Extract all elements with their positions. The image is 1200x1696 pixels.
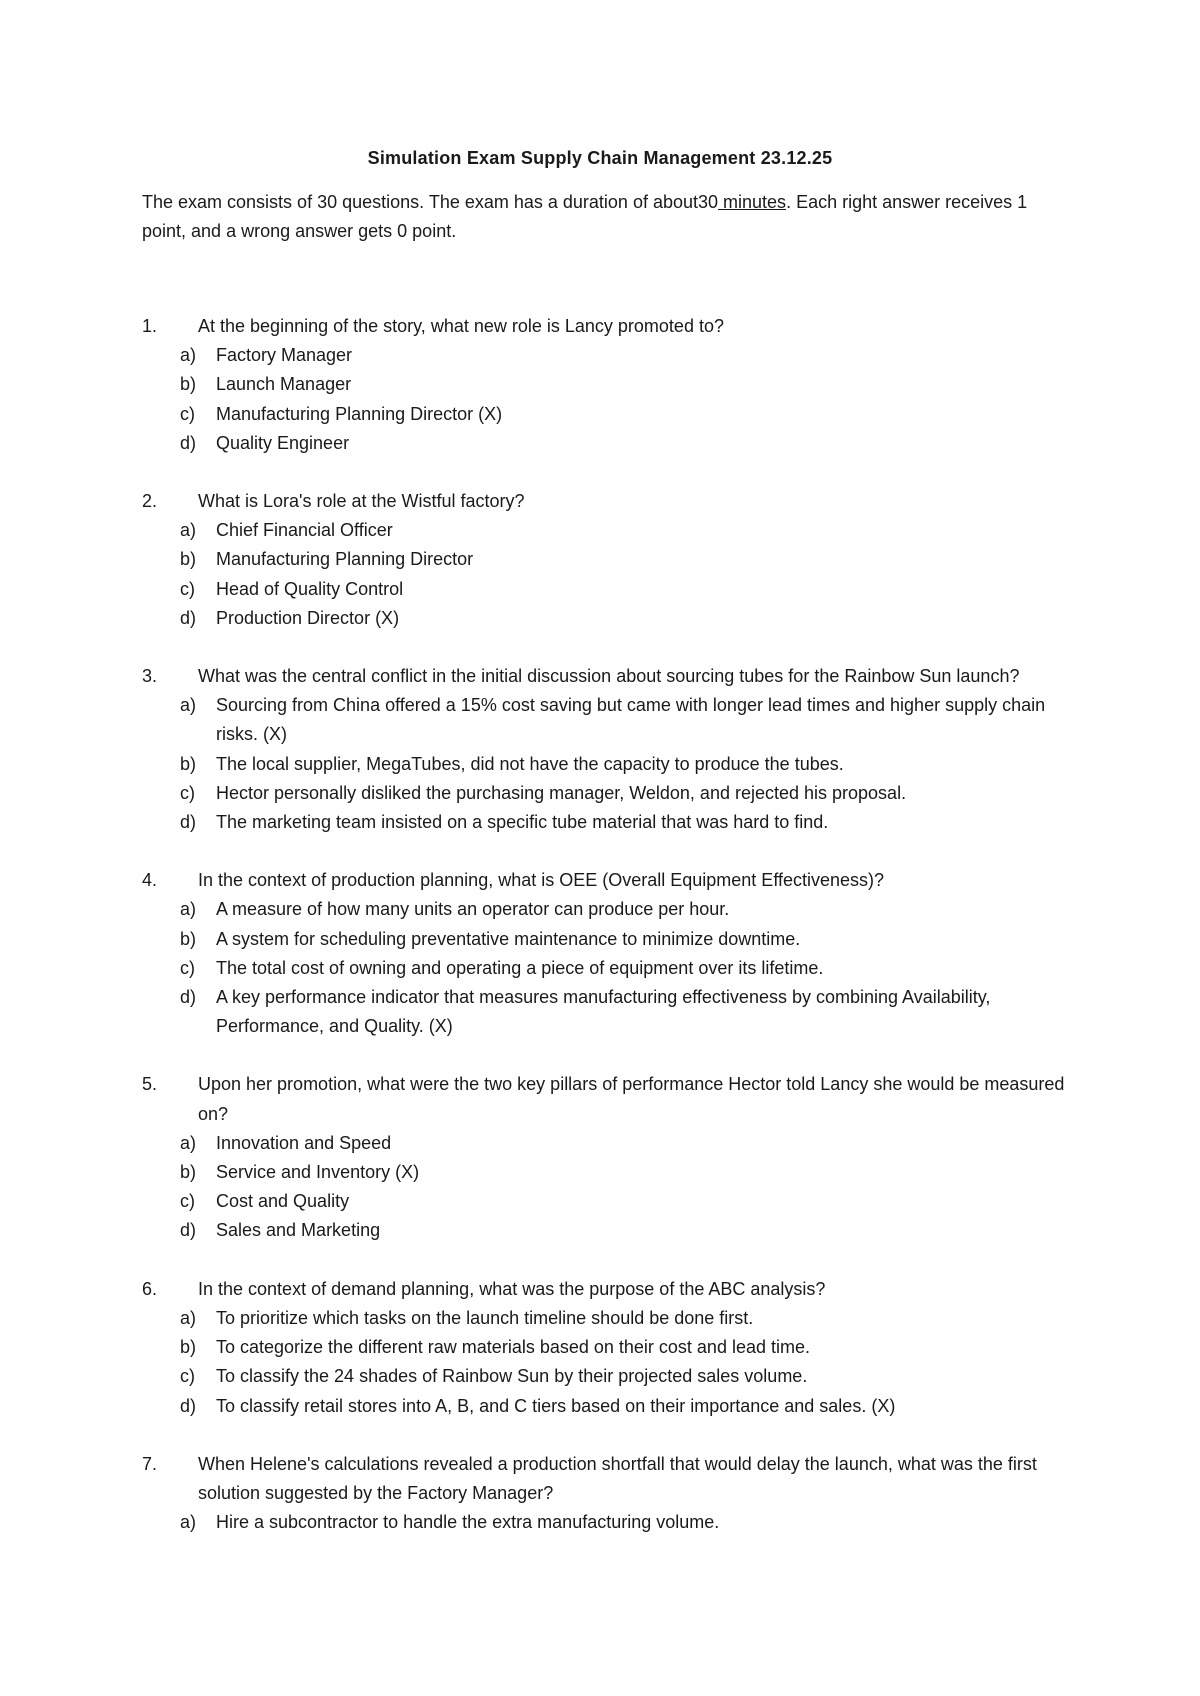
- option-text: Launch Manager: [216, 374, 352, 395]
- intro-underlined-text: minutes: [718, 192, 787, 212]
- option-text: Chief Financial Officer: [216, 520, 393, 541]
- question-item: [142, 312, 1082, 458]
- option-text: Production Director (X): [216, 607, 400, 628]
- answer-option: [180, 1362, 1082, 1391]
- option-letter: a): [180, 1132, 197, 1153]
- question-item: [142, 662, 1082, 837]
- question-row: [142, 487, 1082, 516]
- question-number: 2.: [142, 491, 158, 512]
- answer-option: [180, 545, 1082, 574]
- option-letter: c): [180, 403, 195, 424]
- question-item: [142, 1275, 1082, 1421]
- option-letter: c): [180, 782, 195, 803]
- option-text: To classify retail stores into A, B, and C tiers based on their importance and sales. (X): [216, 1395, 896, 1416]
- option-letter: a): [180, 520, 197, 541]
- answer-option: [180, 341, 1082, 370]
- intro-text-continued: . Each right answer receives 1 point, and a wrong answer gets 0 point.: [142, 192, 1028, 241]
- option-letter: c): [180, 1191, 195, 1212]
- intro-text: The exam consists of 30 questions. The exam has a duration of about30: [142, 192, 719, 212]
- option-letter: b): [180, 374, 197, 395]
- question-row: [142, 662, 1082, 691]
- question-number: 7.: [142, 1453, 158, 1474]
- answer-option: [180, 808, 1082, 837]
- answer-option: [180, 1304, 1082, 1333]
- option-letter: d): [180, 1395, 197, 1416]
- question-item: [142, 1450, 1082, 1538]
- answer-option: [180, 1129, 1082, 1158]
- option-letter: c): [180, 957, 195, 978]
- option-text: Sourcing from China offered a 15% cost saving but came with longer lead times and higher supply chain risks. (X): [216, 695, 1046, 745]
- question-item: [142, 866, 1082, 1041]
- option-text: To classify the 24 shades of Rainbow Sun by their projected sales volume.: [216, 1366, 808, 1387]
- answer-option: [180, 779, 1082, 808]
- question-number: 4.: [142, 870, 158, 891]
- option-letter: d): [180, 1220, 197, 1241]
- answer-option: [180, 1392, 1082, 1421]
- question-text: In the context of demand planning, what was the purpose of the ABC analysis?: [198, 1278, 826, 1299]
- answer-option: [180, 895, 1082, 924]
- option-letter: d): [180, 607, 197, 628]
- option-text: The local supplier, MegaTubes, did not have the capacity to produce the tubes.: [216, 753, 844, 774]
- option-letter: a): [180, 1512, 197, 1533]
- question-number: 1.: [142, 316, 158, 336]
- question-row: [142, 1450, 1082, 1508]
- option-text: The total cost of owning and operating a piece of equipment over its lifetime.: [216, 957, 824, 978]
- option-letter: d): [180, 432, 197, 453]
- question-number: 3.: [142, 666, 158, 687]
- answer-option: [180, 1333, 1082, 1362]
- option-text: To categorize the different raw materials based on their cost and lead time.: [216, 1337, 810, 1358]
- answer-option: [180, 370, 1082, 399]
- option-text: Service and Inventory (X): [216, 1162, 420, 1183]
- answer-option: [180, 516, 1082, 545]
- option-letter: b): [180, 1337, 197, 1358]
- answer-option: [180, 1508, 1082, 1537]
- option-letter: a): [180, 1307, 197, 1328]
- question-text: What is Lora's role at the Wistful factory?: [198, 491, 525, 512]
- option-letter: c): [180, 1366, 195, 1387]
- page-title: Simulation Exam Supply Chain Management 23.12.25: [367, 148, 833, 168]
- question-text: In the context of production planning, what is OEE (Overall Equipment Effectiveness)?: [198, 870, 885, 891]
- option-letter: b): [180, 753, 197, 774]
- question-text: What was the central conflict in the initial discussion about sourcing tubes for the Rainbow Sun launch?: [198, 666, 1020, 687]
- answer-options: [180, 516, 1082, 633]
- question-item: [142, 1070, 1082, 1245]
- option-text: To prioritize which tasks on the launch timeline should be done first.: [216, 1307, 754, 1328]
- question-text: Upon her promotion, what were the two key pillars of performance Hector told Lancy she would be measured on?: [198, 1074, 1065, 1124]
- option-letter: d): [180, 812, 197, 833]
- answer-options: [180, 341, 1082, 458]
- option-text: Quality Engineer: [216, 432, 350, 453]
- question-number: 6.: [142, 1278, 158, 1299]
- option-text: Cost and Quality: [216, 1191, 350, 1212]
- answer-option: [180, 750, 1082, 779]
- answer-option: [180, 925, 1082, 954]
- question-row: [142, 312, 1082, 341]
- option-text: A system for scheduling preventative maintenance to minimize downtime.: [216, 928, 801, 949]
- question-row: [142, 1275, 1082, 1304]
- answer-options: [180, 1129, 1082, 1246]
- answer-options: [180, 691, 1082, 837]
- option-text: Head of Quality Control: [216, 578, 404, 599]
- answer-option: [180, 429, 1082, 458]
- answer-options: [180, 1508, 1082, 1537]
- option-text: Manufacturing Planning Director (X): [216, 403, 503, 424]
- question-row: [142, 1070, 1082, 1128]
- answer-options: [180, 895, 1082, 1041]
- question-row: [142, 866, 1082, 895]
- question-number: 5.: [142, 1074, 158, 1095]
- option-letter: b): [180, 549, 197, 570]
- option-letter: a): [180, 345, 197, 366]
- question-text: At the beginning of the story, what new role is Lancy promoted to?: [198, 316, 724, 336]
- answer-options: [180, 1304, 1082, 1421]
- option-text: A key performance indicator that measures manufacturing effectiveness by combining Availability, Performance, and Quality. (X): [216, 987, 991, 1037]
- answer-option: [180, 604, 1082, 633]
- answer-option: [180, 983, 1082, 1041]
- option-text: Manufacturing Planning Director: [216, 549, 474, 570]
- question-text: When Helene's calculations revealed a production shortfall that would delay the launch, what was the first solution suggested by the Factory Manager?: [198, 1453, 1037, 1503]
- option-letter: c): [180, 578, 195, 599]
- answer-option: [180, 954, 1082, 983]
- option-letter: b): [180, 1162, 197, 1183]
- answer-option: [180, 1158, 1082, 1187]
- option-text: A measure of how many units an operator can produce per hour.: [216, 899, 730, 920]
- answer-option: [180, 400, 1082, 429]
- option-text: Sales and Marketing: [216, 1220, 381, 1241]
- option-text: Hire a subcontractor to handle the extra manufacturing volume.: [216, 1512, 720, 1533]
- option-letter: a): [180, 695, 197, 716]
- option-text: Hector personally disliked the purchasing manager, Weldon, and rejected his proposal.: [216, 782, 907, 803]
- option-text: Factory Manager: [216, 345, 353, 366]
- exam-intro: [142, 188, 1062, 246]
- answer-option: [180, 575, 1082, 604]
- option-letter: b): [180, 928, 197, 949]
- option-letter: a): [180, 899, 197, 920]
- answer-option: [180, 1216, 1082, 1245]
- question-list: [142, 312, 1082, 1566]
- answer-option: [180, 1187, 1082, 1216]
- answer-option: [180, 691, 1082, 749]
- option-text: Innovation and Speed: [216, 1132, 392, 1153]
- question-item: [142, 487, 1082, 633]
- option-letter: d): [180, 987, 197, 1008]
- option-text: The marketing team insisted on a specific tube material that was hard to find.: [216, 812, 829, 833]
